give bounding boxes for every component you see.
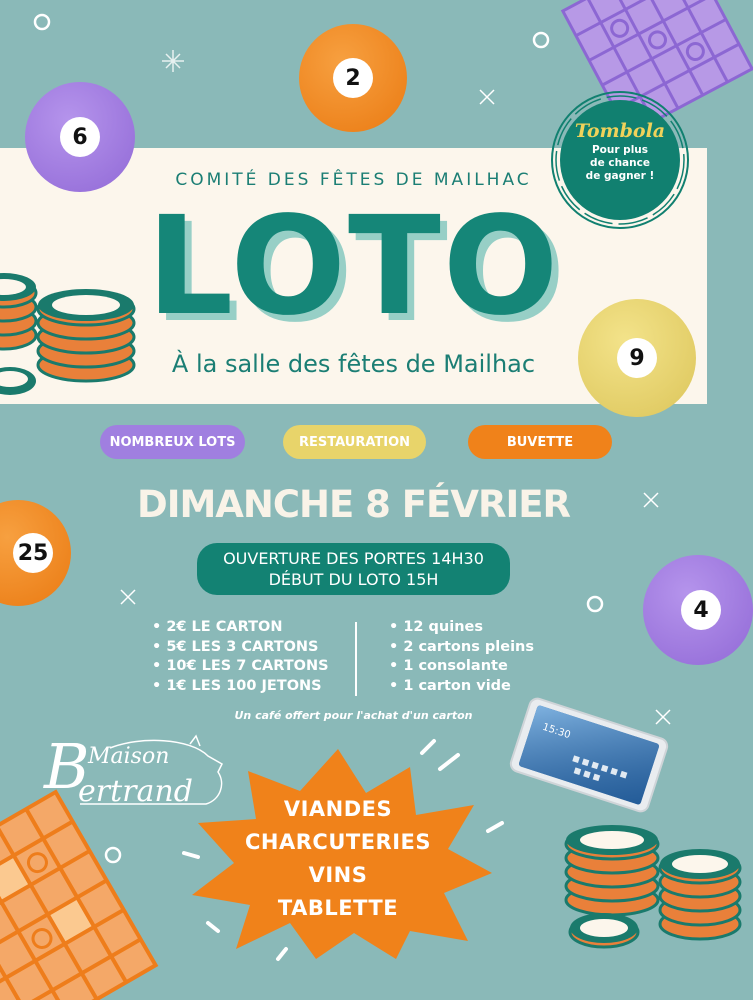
ball-number: 4 [681,590,721,630]
list-item: • 2 cartons pleins [389,638,534,658]
bingo-card-icon [0,795,130,1000]
pill-food: RESTAURATION [283,425,426,459]
sponsor-line-1: Maison [88,744,170,769]
pill-bar: BUVETTE [468,425,612,459]
list-item: • 12 quines [389,618,534,638]
prize-meat: VIANDES [283,797,393,821]
sponsor-line-2: ertrand [78,774,193,809]
list-item: • 1 carton vide [389,677,534,697]
prize-tablet: TABLETTE [277,896,399,920]
price-list [152,618,329,696]
prizes-list [228,793,448,925]
pill-many-prizes: NOMBREUX LOTS [100,425,245,459]
tablet-clock: 15:30 [541,721,572,742]
coffee-note: Un café offert pour l'achat d'un carton [234,709,473,722]
sponsor-initial: B [44,730,90,803]
tombola-line-1: Pour plus [591,144,649,156]
ball-number: 2 [333,58,373,98]
divider [355,622,357,696]
list-item: • 1 consolante [389,657,534,677]
list-item: • 2€ LE CARTON [152,618,329,638]
prize-charcuterie: CHARCUTERIES [245,830,431,854]
list-item: • 10€ LES 7 CARTONS [152,657,329,677]
page-title: LOTO [146,188,561,346]
token-stack-icon [560,820,707,960]
event-date: DIMANCHE 8 FÉVRIER [136,483,570,526]
start-time-text: DÉBUT DU LOTO 15H [268,570,439,589]
tombola-line-2: de chance [590,157,650,169]
organizer-name: COMITÉ DES FÊTES DE MAILHAC [175,170,532,190]
list-item: • 5€ LES 3 CARTONS [152,638,329,658]
tablet-icon [505,705,673,805]
lotto-ball-2 [299,24,407,132]
tombola-line-3: de gagner ! [585,170,655,182]
ball-number: 9 [617,338,657,378]
doors-open-text: OUVERTURE DES PORTES 14H30 [223,549,484,568]
ball-number: 6 [60,117,100,157]
game-list [389,618,534,696]
lotto-ball-4 [643,555,753,665]
venue-text: À la salle des fêtes de Mailhac [171,350,536,378]
ball-number: 25 [13,533,53,573]
opening-hours [197,543,510,595]
list-item: • 1€ LES 100 JETONS [152,677,329,697]
prize-wine: VINS [308,863,368,887]
tombola-title: Tombola [574,120,666,142]
